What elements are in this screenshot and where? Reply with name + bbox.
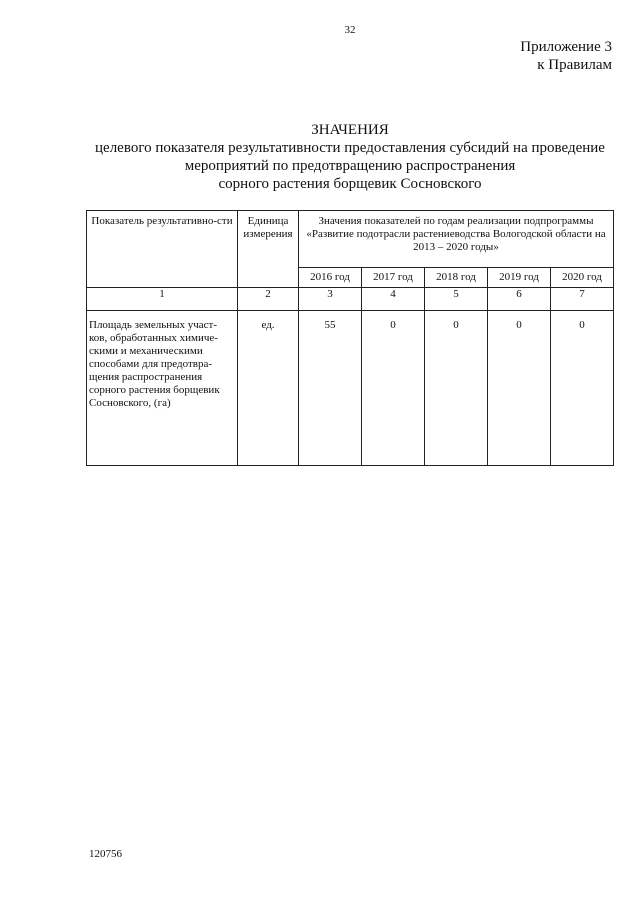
- row-value-2016: 55: [299, 311, 362, 466]
- header-unit: Единица измерения: [238, 211, 299, 288]
- row-value-2020: 0: [551, 311, 614, 466]
- title-line-3: сорного растения борщевик Сосновского: [218, 176, 482, 192]
- appendix-line-1: Приложение 3: [520, 39, 612, 55]
- page-number: 32: [344, 24, 356, 36]
- column-number-6: 6: [488, 288, 551, 311]
- table-header-row: [87, 211, 614, 268]
- table-row: [87, 311, 614, 466]
- appendix-reference: [520, 38, 612, 74]
- title-line-1: целевого показателя результативности предоставления субсидий на проведение: [95, 140, 605, 156]
- table-column-numbers-row: [87, 288, 614, 311]
- column-number-2: 2: [238, 288, 299, 311]
- row-unit: ед.: [238, 311, 299, 466]
- title-heading: ЗНАЧЕНИЯ: [311, 122, 389, 138]
- header-indicator: Показатель результативно-сти: [87, 211, 238, 288]
- row-value-2017: 0: [362, 311, 425, 466]
- year-2019: 2019 год: [488, 268, 551, 288]
- document-title: [75, 121, 625, 193]
- appendix-line-2: к Правилам: [537, 57, 612, 73]
- year-2018: 2018 год: [425, 268, 488, 288]
- footer-document-code: 120756: [89, 848, 122, 860]
- column-number-3: 3: [299, 288, 362, 311]
- row-indicator: Площадь земельных участ-ков, обработанных химиче-скими и механическими способами для предотвра-щения распространения сорного растения борщевик Сосновского, (га): [87, 311, 238, 466]
- year-2020: 2020 год: [551, 268, 614, 288]
- header-values: Значения показателей по годам реализации подпрограммы «Развитие подотрасли растениеводства Вологодской области на 2013 – 2020 годы»: [299, 211, 614, 268]
- column-number-4: 4: [362, 288, 425, 311]
- title-line-2: мероприятий по предотвращению распространения: [184, 158, 516, 174]
- year-2017: 2017 год: [362, 268, 425, 288]
- indicator-values-table: [86, 210, 614, 466]
- column-number-5: 5: [425, 288, 488, 311]
- column-number-1: 1: [87, 288, 238, 311]
- column-number-7: 7: [551, 288, 614, 311]
- row-value-2018: 0: [425, 311, 488, 466]
- year-2016: 2016 год: [299, 268, 362, 288]
- row-value-2019: 0: [488, 311, 551, 466]
